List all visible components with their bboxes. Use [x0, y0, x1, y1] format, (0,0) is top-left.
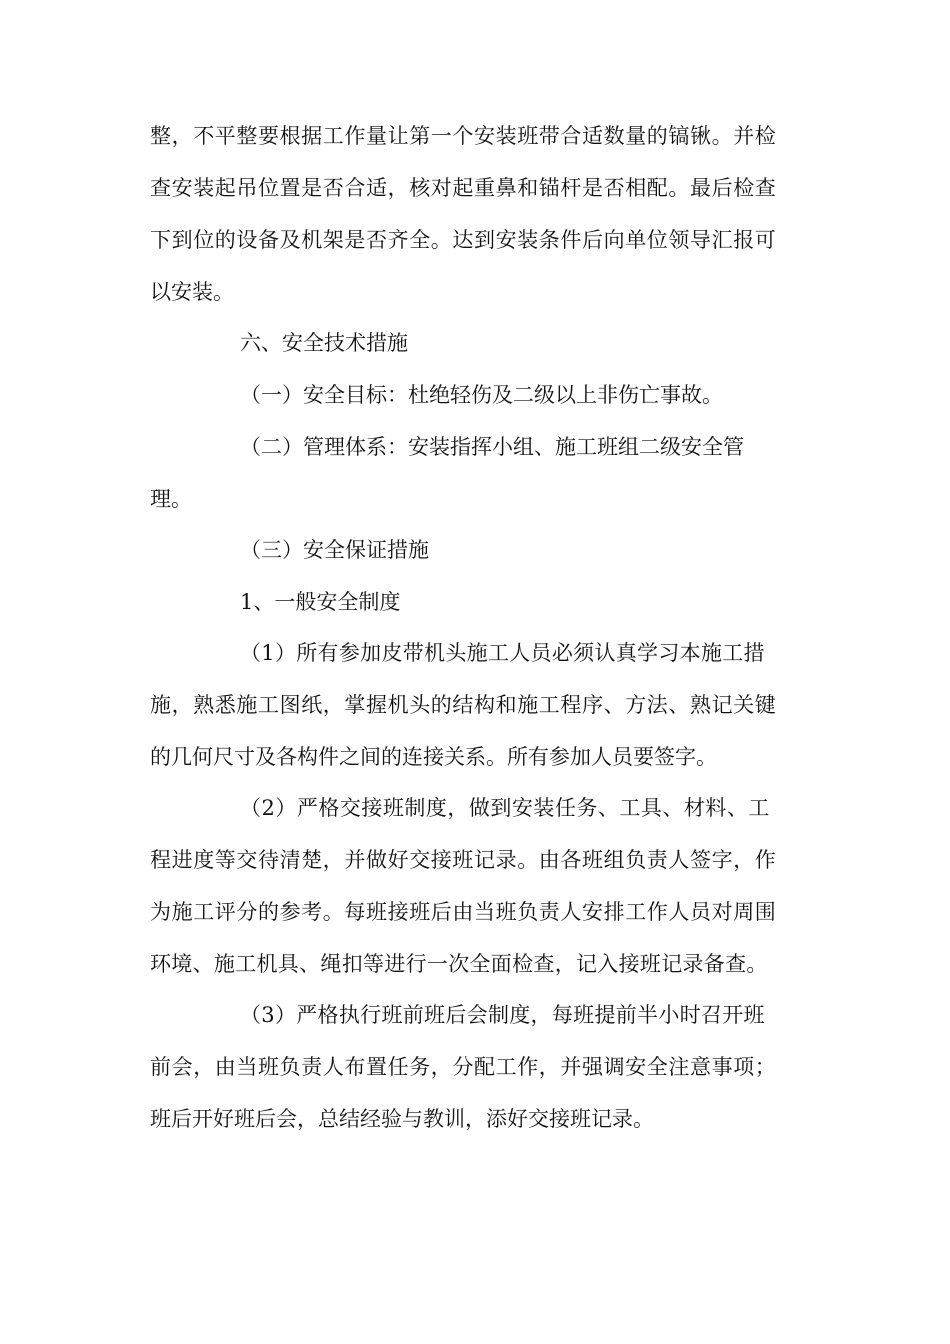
text-line: 施，熟悉施工图纸，掌握机头的结构和施工程序、方法、熟记关键 [150, 693, 777, 717]
subsection-heading: （二）管理体系：安装指挥小组、施工班组二级安全管 [240, 435, 744, 459]
paragraph-start: （2）严格交接班制度，做到安装任务、工具、材料、工 [240, 796, 770, 820]
paragraph-start: （3）严格执行班前班后会制度，每班提前半小时召开班 [240, 1003, 765, 1027]
subsection-heading: 1、一般安全制度 [240, 590, 401, 614]
text-line: 查安装起吊位置是否合适，核对起重鼻和锚杆是否相配。最后检查 [150, 176, 777, 200]
text-line: 为施工评分的参考。每班接班后由当班负责人安排工作人员对周围 [150, 900, 777, 924]
text-line: 理。 [150, 487, 192, 511]
text-line: 整，不平整要根据工作量让第一个安装班带合适数量的镐锹。并检 [150, 124, 777, 148]
text-line: 下到位的设备及机架是否齐全。达到安装条件后向单位领导汇报可 [150, 228, 777, 252]
section-heading: 六、安全技术措施 [240, 331, 408, 355]
text-line: 环境、施工机具、绳扣等进行一次全面检查，记入接班记录备查。 [150, 952, 768, 976]
text-line: 班后开好班后会，总结经验与教训，添好交接班记录。 [150, 1107, 654, 1131]
paragraph-start: （1）所有参加皮带机头施工人员必须认真学习本施工措 [240, 641, 765, 665]
text-line: 程进度等交待清楚，并做好交接班记录。由各班组负责人签字，作 [150, 848, 777, 872]
subsection-heading: （一）安全目标：杜绝轻伤及二级以上非伤亡事故。 [240, 383, 723, 407]
text-line: 前会，由当班负责人布置任务，分配工作，并强调安全注意事项； [150, 1055, 777, 1079]
subsection-heading: （三）安全保证措施 [240, 538, 429, 562]
text-line: 以安装。 [150, 280, 234, 304]
text-line: 的几何尺寸及各构件之间的连接关系。所有参加人员要签字。 [150, 745, 717, 769]
